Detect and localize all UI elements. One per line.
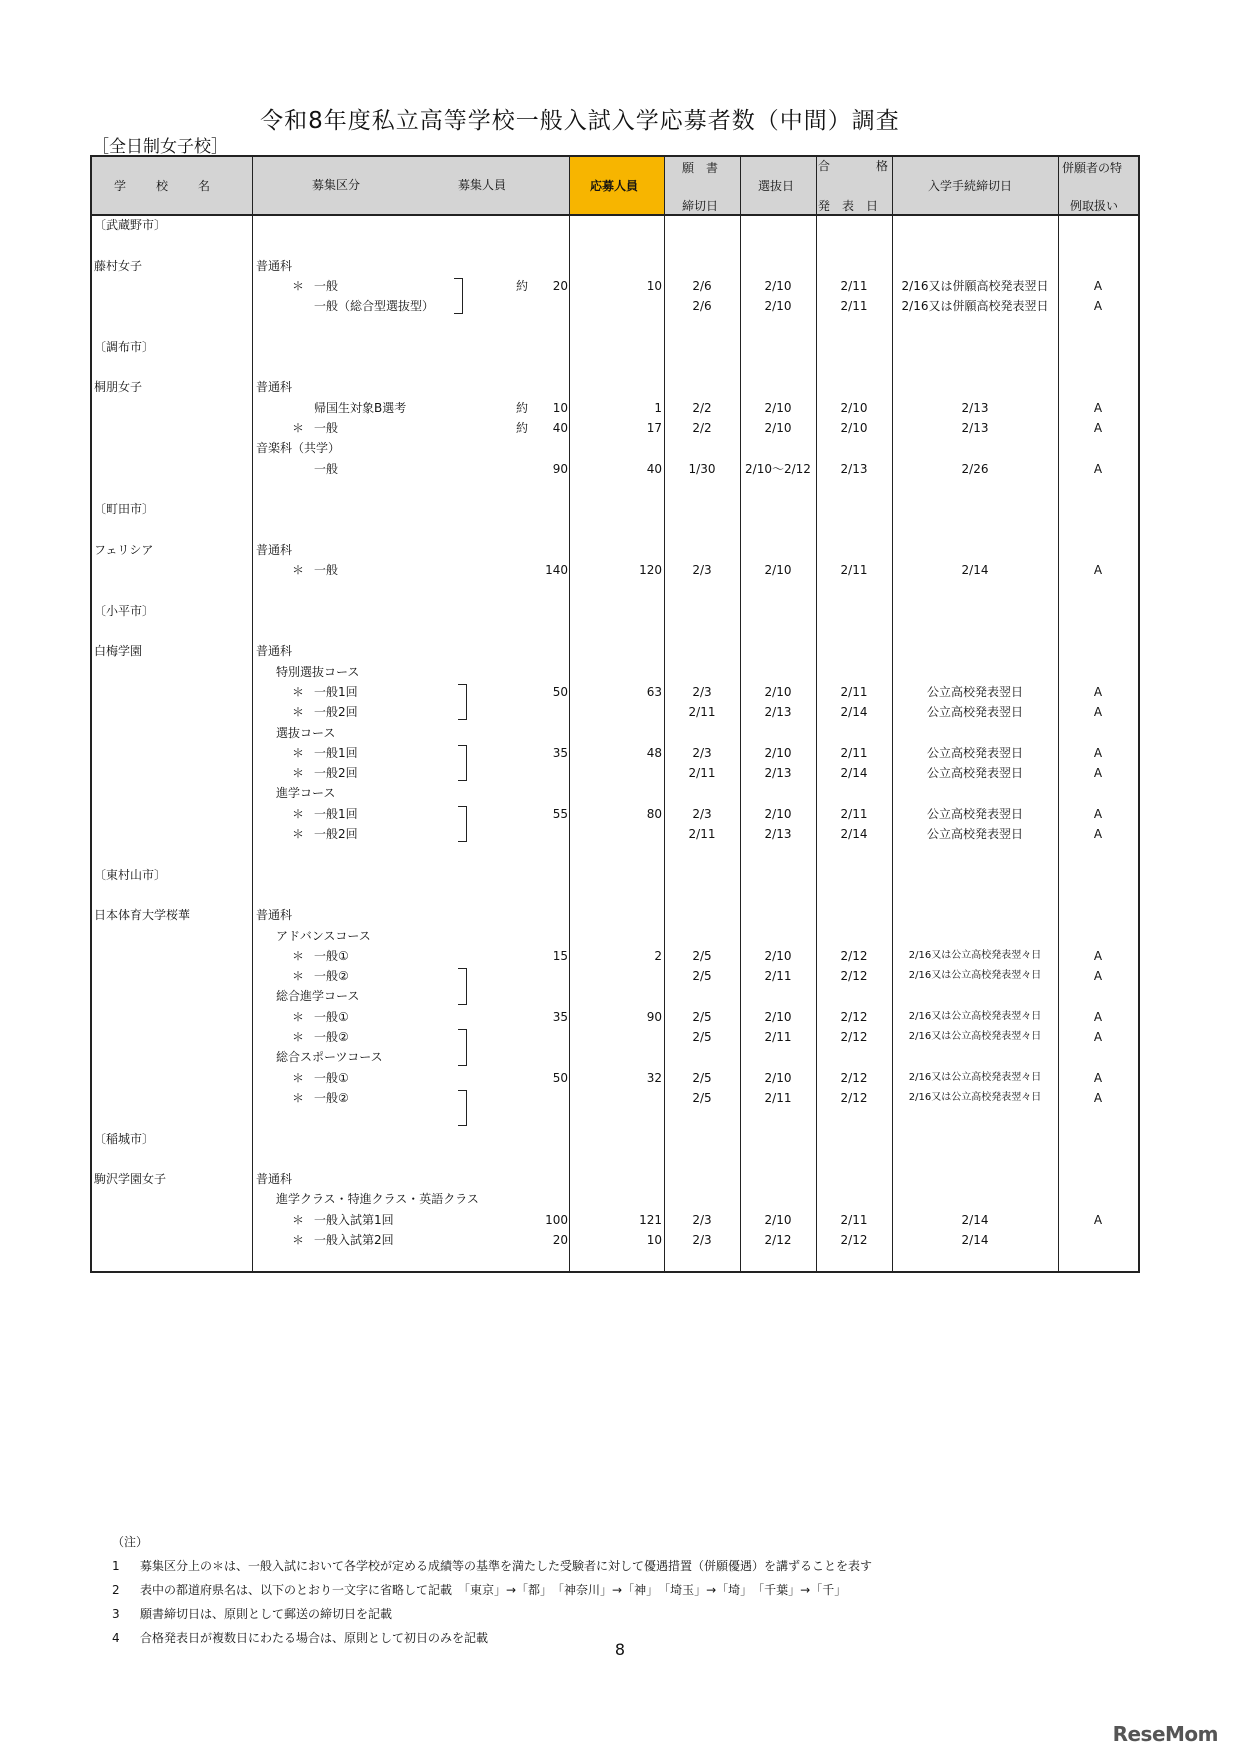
cell-course: 進学クラス・特進クラス・英語クラス [276, 1192, 479, 1207]
cell-category: 普通科 [256, 644, 293, 659]
cell-procedure: 公立高校発表翌日 [926, 766, 1023, 781]
note-item [112, 1554, 872, 1578]
cell-procedure: 2/16又は公立高校発表翌々日 [908, 949, 1042, 961]
cell-subcategory: 一般 [314, 421, 339, 435]
cell-subcategory: 一般② [314, 969, 349, 984]
table-row [92, 357, 1138, 377]
cell-approx: 約 [516, 278, 529, 293]
cell-procedure: 2/13 [961, 400, 989, 415]
cell-exam: 2/11 [764, 1030, 792, 1044]
table-row [92, 804, 1138, 824]
header-school: 学 校 名 [114, 179, 213, 193]
cell-subcategory: 一般（総合型選抜型） [314, 299, 435, 314]
cell-mark: ＊ [292, 1090, 305, 1105]
cell-exam: 2/10 [764, 1212, 792, 1227]
note-text: 募集区分上の＊は、一般入試において各学校が定める成績等の基準を満たした受験者に対して優遇措置（併願優遇）を講ずることを表す [140, 1559, 873, 1573]
cell-procedure: 公立高校発表翌日 [926, 806, 1023, 821]
table-row [92, 1088, 1138, 1108]
cell-exam: 2/10 [764, 806, 792, 821]
cell-result: 2/14 [840, 827, 868, 841]
cell-result: 2/12 [840, 948, 868, 963]
cell-procedure: 2/16又は公立高校発表翌々日 [908, 1031, 1042, 1042]
cell-procedure: 2/14 [961, 1212, 989, 1227]
group-bracket [458, 745, 467, 782]
cell-special: A [1093, 1090, 1103, 1105]
applicant-table [90, 155, 1140, 1273]
table-row [92, 560, 1138, 580]
table-row [92, 743, 1138, 763]
cell-capacity: 55 [552, 806, 568, 821]
cell-result: 2/12 [840, 1090, 868, 1105]
group-bracket [458, 968, 467, 1005]
cell-special: A [1093, 827, 1103, 841]
cell-subcategory: 一般① [314, 1009, 349, 1024]
cell-special: A [1093, 400, 1103, 415]
cell-deadline: 2/11 [688, 705, 716, 720]
table-row [92, 1068, 1138, 1088]
cell-deadline: 2/5 [692, 969, 712, 984]
cell-procedure: 2/16又は公立高校発表翌々日 [908, 1091, 1042, 1103]
note-number: 3 [112, 1607, 120, 1621]
cell-result: 2/12 [840, 1030, 868, 1044]
cell-result: 2/13 [840, 461, 868, 476]
table-row [92, 459, 1138, 479]
cell-school: 〔調布市〕 [94, 339, 155, 354]
cell-procedure: 2/14 [961, 563, 989, 578]
cell-exam: 2/11 [764, 969, 792, 984]
cell-course: 選抜コース [276, 725, 336, 740]
cell-exam: 2/10 [764, 400, 792, 415]
cell-deadline: 2/2 [692, 421, 712, 435]
table-row [92, 926, 1138, 946]
cell-subcategory: 一般2回 [314, 827, 358, 841]
table-row [92, 824, 1138, 844]
cell-course: 総合進学コース [276, 989, 360, 1004]
cell-special: A [1093, 766, 1103, 781]
cell-special: A [1093, 745, 1103, 760]
cell-applicants: 120 [639, 563, 662, 578]
cell-special: A [1093, 1070, 1103, 1085]
cell-subcategory: 一般② [314, 1030, 349, 1044]
cell-applicants: 2 [654, 948, 662, 963]
cell-applicants: 32 [646, 1070, 662, 1085]
cell-applicants: 48 [646, 745, 662, 760]
header-exam-date: 選抜日 [758, 179, 795, 193]
table-row [92, 1210, 1138, 1230]
cell-mark: ＊ [292, 827, 305, 841]
cell-exam: 2/10 [764, 1070, 792, 1085]
cell-result: 2/12 [840, 969, 868, 984]
cell-capacity: 10 [552, 400, 568, 415]
table-row [92, 601, 1138, 621]
table-row [92, 317, 1138, 337]
table-row [92, 702, 1138, 722]
cell-category: 普通科 [256, 380, 293, 395]
table-row [92, 235, 1138, 255]
cell-deadline: 1/30 [688, 461, 716, 476]
cell-mark: ＊ [292, 1070, 305, 1085]
cell-school: 〔稲城市〕 [94, 1131, 155, 1146]
table-row [92, 1189, 1138, 1209]
cell-procedure: 2/16又は併願高校発表翌日 [901, 278, 1049, 293]
cell-capacity: 35 [552, 1009, 568, 1024]
cell-procedure: 2/14 [961, 1233, 989, 1247]
cell-school: 駒沢学園女子 [94, 1172, 167, 1187]
cell-procedure: 2/16又は併願高校発表翌日 [901, 299, 1049, 314]
cell-result: 2/12 [840, 1070, 868, 1085]
cell-special: A [1093, 421, 1103, 435]
cell-special: A [1093, 948, 1103, 963]
note-number: 2 [112, 1583, 120, 1597]
cell-exam: 2/10 [764, 745, 792, 760]
table-row [92, 540, 1138, 560]
cell-procedure: 2/13 [961, 421, 989, 435]
cell-deadline: 2/11 [688, 766, 716, 781]
table-row [92, 1108, 1138, 1128]
cell-special: A [1093, 1009, 1103, 1024]
table-row [92, 1129, 1138, 1149]
table-row [92, 479, 1138, 499]
table-row [92, 418, 1138, 438]
table-row [92, 641, 1138, 661]
table-row [92, 1047, 1138, 1067]
header-result-top-left: 合 [818, 159, 831, 173]
cell-procedure: 2/16又は公立高校発表翌々日 [908, 970, 1042, 982]
cell-deadline: 2/5 [692, 1090, 712, 1105]
cell-exam: 2/10 [764, 1009, 792, 1024]
cell-procedure: 公立高校発表翌日 [926, 705, 1023, 720]
cell-exam: 2/10 [764, 563, 792, 578]
header-special-top: 併願者の特 [1062, 161, 1123, 175]
cell-exam: 2/12 [764, 1233, 792, 1247]
cell-result: 2/12 [840, 1233, 868, 1247]
group-bracket [458, 684, 467, 721]
cell-subcategory: 一般入試第2回 [314, 1233, 394, 1247]
cell-school: 白梅学園 [94, 644, 143, 659]
cell-mark: ＊ [292, 1030, 305, 1044]
note-item [112, 1578, 872, 1602]
cell-deadline: 2/3 [692, 745, 712, 760]
cell-special: A [1093, 705, 1103, 720]
cell-mark: ＊ [292, 278, 305, 293]
page-title: 令和8年度私立高等学校一般入試入学応募者数（中間）調査 [260, 108, 900, 134]
table-row [92, 1230, 1138, 1250]
table-row [92, 966, 1138, 986]
cell-deadline: 2/5 [692, 948, 712, 963]
note-number: 1 [112, 1559, 120, 1573]
cell-deadline: 2/5 [692, 1009, 712, 1024]
table-row [92, 377, 1138, 397]
table-row [92, 723, 1138, 743]
cell-mark: ＊ [292, 563, 305, 578]
cell-result: 2/12 [840, 1009, 868, 1024]
cell-mark: ＊ [292, 806, 305, 821]
cell-capacity: 20 [552, 1233, 568, 1247]
cell-applicants: 80 [646, 806, 662, 821]
table-row [92, 844, 1138, 864]
cell-applicants: 10 [646, 278, 662, 293]
cell-result: 2/10 [840, 421, 868, 435]
cell-deadline: 2/5 [692, 1030, 712, 1044]
cell-subcategory: 一般2回 [314, 705, 358, 720]
table-row [92, 1149, 1138, 1169]
table-row [92, 763, 1138, 783]
cell-capacity: 40 [552, 421, 568, 435]
cell-result: 2/11 [840, 1212, 868, 1227]
cell-category: 普通科 [256, 1172, 293, 1187]
table-row [92, 682, 1138, 702]
cell-subcategory: 帰国生対象B選考 [314, 400, 407, 415]
cell-exam: 2/10 [764, 421, 792, 435]
cell-deadline: 2/3 [692, 563, 712, 578]
table-row [92, 499, 1138, 519]
note-text: 願書締切日は、原則として郵送の締切日を記載 [140, 1607, 393, 1621]
cell-subcategory: 一般① [314, 1070, 349, 1085]
table-row [92, 1169, 1138, 1189]
note-text: 表中の都道府県名は、以下のとおり一文字に省略して記載 「東京」→「都」 「神奈川」→「神」 「埼玉」→「埼」 「千葉」→「千」 [140, 1583, 847, 1597]
cell-deadline: 2/3 [692, 806, 712, 821]
cell-result: 2/11 [840, 745, 868, 760]
cell-result: 2/11 [840, 299, 868, 314]
table-row [92, 865, 1138, 885]
resemom-logo: ReseMom [1112, 1722, 1218, 1746]
cell-special: A [1093, 461, 1103, 476]
cell-applicants: 121 [639, 1212, 662, 1227]
cell-school: 藤村女子 [94, 258, 143, 273]
table-row [92, 783, 1138, 803]
cell-special: A [1093, 278, 1103, 293]
cell-approx: 約 [516, 421, 529, 435]
cell-exam: 2/10 [764, 948, 792, 963]
cell-subcategory: 一般② [314, 1090, 349, 1105]
cell-subcategory: 一般① [314, 948, 349, 963]
cell-applicants: 90 [646, 1009, 662, 1024]
cell-applicants: 17 [646, 421, 662, 435]
cell-exam: 2/13 [764, 827, 792, 841]
cell-capacity: 50 [552, 684, 568, 699]
cell-mark: ＊ [292, 1233, 305, 1247]
table-row [92, 256, 1138, 276]
cell-subcategory: 一般2回 [314, 766, 358, 781]
table-row [92, 946, 1138, 966]
cell-approx: 約 [516, 400, 529, 415]
cell-result: 2/10 [840, 400, 868, 415]
cell-capacity: 90 [552, 461, 568, 476]
cell-deadline: 2/2 [692, 400, 712, 415]
table-row [92, 885, 1138, 905]
cell-capacity: 50 [552, 1070, 568, 1085]
cell-result: 2/11 [840, 684, 868, 699]
cell-subcategory: 一般 [314, 461, 339, 476]
header-procedure: 入学手続締切日 [928, 179, 1013, 193]
cell-subcategory: 一般 [314, 278, 339, 293]
cell-exam: 2/11 [764, 1090, 792, 1105]
table-row [92, 1007, 1138, 1027]
cell-deadline: 2/3 [692, 1212, 712, 1227]
group-bracket [458, 1029, 467, 1066]
cell-mark: ＊ [292, 705, 305, 720]
group-bracket [458, 806, 467, 843]
cell-result: 2/11 [840, 563, 868, 578]
cell-procedure: 2/16又は公立高校発表翌々日 [908, 1010, 1042, 1022]
table-header [92, 157, 1138, 216]
cell-category: 普通科 [256, 258, 293, 273]
cell-procedure: 公立高校発表翌日 [926, 827, 1023, 841]
cell-school: 桐朋女子 [94, 380, 143, 395]
table-row [92, 337, 1138, 357]
cell-subcategory: 一般入試第1回 [314, 1212, 394, 1227]
cell-mark: ＊ [292, 1212, 305, 1227]
header-result-bottom: 発 表 日 [818, 199, 879, 213]
cell-deadline: 2/6 [692, 278, 712, 293]
notes-section [112, 1530, 872, 1650]
cell-deadline: 2/11 [688, 827, 716, 841]
cell-result: 2/11 [840, 278, 868, 293]
cell-course: 進学コース [276, 786, 336, 801]
cell-capacity: 140 [545, 563, 568, 578]
cell-applicants: 10 [646, 1233, 662, 1247]
cell-special: A [1093, 969, 1103, 984]
header-applicants: 応募人員 [590, 179, 639, 193]
cell-applicants: 63 [646, 684, 662, 699]
cell-special: A [1093, 684, 1103, 699]
cell-mark: ＊ [292, 684, 305, 699]
cell-special: A [1093, 563, 1103, 578]
cell-deadline: 2/3 [692, 1233, 712, 1247]
cell-exam: 2/13 [764, 705, 792, 720]
table-row [92, 662, 1138, 682]
group-bracket [454, 278, 463, 315]
cell-procedure: 2/26 [961, 461, 989, 476]
cell-course: アドバンスコース [276, 928, 371, 943]
cell-mark: ＊ [292, 1009, 305, 1024]
header-capacity: 募集人員 [458, 178, 507, 192]
header-category: 募集区分 [312, 178, 361, 192]
cell-mark: ＊ [292, 421, 305, 435]
notes-label: （注） [112, 1535, 149, 1549]
cell-mark: ＊ [292, 745, 305, 760]
group-bracket [458, 1090, 467, 1127]
cell-result: 2/11 [840, 806, 868, 821]
cell-school: 〔武蔵野市〕 [94, 218, 167, 232]
cell-applicants: 1 [654, 400, 662, 415]
header-result-top-right: 格 [876, 159, 889, 173]
cell-capacity: 35 [552, 745, 568, 760]
table-row [92, 580, 1138, 600]
cell-procedure: 公立高校発表翌日 [926, 684, 1023, 699]
cell-school: 〔小平市〕 [94, 603, 155, 618]
table-row [92, 905, 1138, 925]
cell-subcategory: 一般1回 [314, 745, 358, 760]
cell-special: A [1093, 1212, 1103, 1227]
table-subtitle: ［全日制女子校］ [92, 137, 228, 157]
table-row [92, 621, 1138, 641]
header-deadline-bottom: 締切日 [682, 199, 719, 213]
table-row [92, 438, 1138, 458]
cell-subcategory: 一般 [314, 563, 339, 578]
cell-capacity: 20 [552, 278, 568, 293]
cell-special: A [1093, 806, 1103, 821]
table-row [92, 398, 1138, 418]
cell-subcategory: 一般1回 [314, 806, 358, 821]
cell-school: フェリシア [94, 542, 154, 557]
table-row [92, 276, 1138, 296]
note-number: 4 [112, 1631, 120, 1645]
cell-exam: 2/10 [764, 299, 792, 314]
table-row [92, 986, 1138, 1006]
cell-deadline: 2/6 [692, 299, 712, 314]
cell-exam: 2/10 [764, 278, 792, 293]
cell-exam: 2/10 [764, 684, 792, 699]
cell-capacity: 15 [552, 948, 568, 963]
cell-category: 普通科 [256, 908, 293, 923]
cell-mark: ＊ [292, 766, 305, 781]
table-row [92, 1027, 1138, 1047]
cell-course: 総合スポーツコース [276, 1050, 383, 1065]
cell-deadline: 2/3 [692, 684, 712, 699]
page-number: 8 [614, 1640, 626, 1659]
cell-deadline: 2/5 [692, 1070, 712, 1085]
cell-exam: 2/13 [764, 766, 792, 781]
cell-procedure: 2/16又は公立高校発表翌々日 [908, 1071, 1042, 1083]
cell-result: 2/14 [840, 766, 868, 781]
cell-school: 〔東村山市〕 [94, 867, 167, 882]
cell-applicants: 40 [646, 461, 662, 476]
cell-exam: 2/10～2/12 [745, 461, 811, 476]
cell-special: A [1093, 299, 1103, 314]
cell-school: 〔町田市〕 [94, 502, 155, 517]
cell-special: A [1093, 1030, 1103, 1044]
note-item [112, 1602, 872, 1626]
table-row [92, 296, 1138, 316]
cell-mark: ＊ [292, 948, 305, 963]
cell-course: 特別選抜コース [276, 664, 360, 679]
header-special-bottom: 例取扱い [1070, 199, 1119, 213]
cell-category: 音楽科（共学） [256, 441, 341, 456]
cell-category: 普通科 [256, 542, 293, 557]
cell-result: 2/14 [840, 705, 868, 720]
cell-mark: ＊ [292, 969, 305, 984]
note-text: 合格発表日が複数日にわたる場合は、原則として初日のみを記載 [140, 1631, 489, 1645]
cell-subcategory: 一般1回 [314, 684, 358, 699]
cell-procedure: 公立高校発表翌日 [926, 745, 1023, 760]
cell-capacity: 100 [545, 1212, 568, 1227]
header-deadline-top: 願 書 [682, 161, 719, 175]
cell-school: 日本体育大学桜華 [94, 908, 191, 923]
table-row [92, 520, 1138, 540]
table-row [92, 215, 1138, 235]
